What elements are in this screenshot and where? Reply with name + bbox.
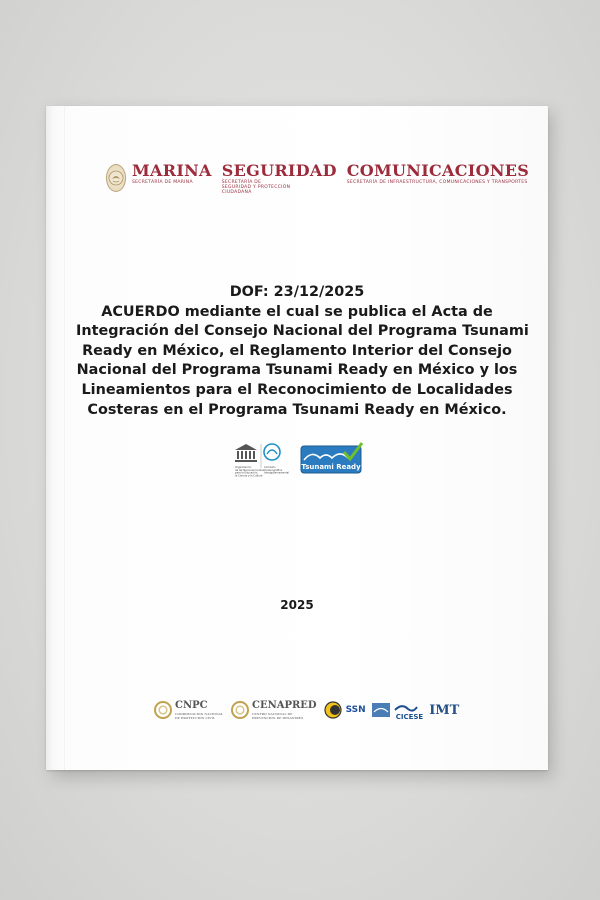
ssn-emblem-icon [323,700,343,720]
cnpc-logo [154,700,225,720]
ioc-caption: Comisión Oceanográfica Intergubernamental [264,466,289,475]
cicese-logo [372,699,423,721]
unesco-ioc-logo [232,442,294,478]
document-cover [46,106,548,770]
unesco-caption: Organización de las Naciones Unidas para la Educación, la Ciencia y la Cultura [235,466,264,478]
ioc-wave-icon [264,444,280,460]
agency-marina-subtitle: SECRETARÍA DE MARINA [132,180,193,185]
cenapred-logo [231,700,317,720]
agency-seguridad-name: SEGURIDAD [221,161,337,180]
title-line: Lineamientos para el Reconocimiento de Localidades [81,381,513,398]
cenapred-subtitle: CENTRO NACIONAL DE PREVENCIÓN DE DESASTRES [252,712,304,720]
tsunami-ready-badge [300,442,364,474]
agency-comunicaciones [347,162,529,185]
cenapred-label [252,700,317,720]
document-title [76,283,529,420]
title-line: ACUERDO mediante el cual se publica el Acta de [101,303,493,320]
title-line: Nacional del Programa Tsunami Ready en México y los [76,362,518,379]
imt-logo [429,703,459,718]
agency-seguridad-subtitle: SECRETARÍA DE SEGURIDAD Y PROTECCIÓN CIUDADANA [221,180,291,195]
agency-marina [132,162,212,185]
agency-comunicaciones-name: COMUNICACIONES [346,161,530,180]
bottom-logo-strip [154,698,460,722]
ssn-label: SSN [345,705,366,715]
unesco-temple-icon [235,444,257,462]
cenapred-name: CENAPRED [252,700,317,711]
ssn-logo [323,700,366,720]
cnpc-label [175,700,225,720]
agency-comunicaciones-subtitle: SECRETARÍA DE INFRAESTRUCTURA, COMUNICACIONES Y TRANSPORTES [346,180,528,185]
tsunami-ready-label: Tsunami Ready [301,463,361,471]
imt-label: IMT [429,702,460,718]
cnpc-subtitle: COORDINACIÓN NACIONAL DE PROTECCIÓN CIVIL [175,712,224,720]
cicese-square-icon [372,703,390,717]
national-eagle-icon [106,164,126,192]
agency-seguridad [222,162,337,195]
spine-line [64,106,65,770]
dof-date: DOF: 23/12/2025 [229,284,365,300]
title-line: Costeras en el Programa Tsunami Ready en México. [87,401,507,418]
cenapred-seal-icon [231,701,249,719]
government-header [106,161,530,196]
publication-year: 2025 [280,598,314,612]
title-line: Ready en México, el Reglamento Interior del Consejo [82,342,512,359]
title-line: Integración del Consejo Nacional del Programa Tsunami [76,323,529,340]
cnpc-name: CNPC [175,700,208,711]
cicese-label: CICESE [395,713,424,721]
cnpc-seal-icon [154,701,172,719]
agency-marina-name: MARINA [132,161,212,180]
